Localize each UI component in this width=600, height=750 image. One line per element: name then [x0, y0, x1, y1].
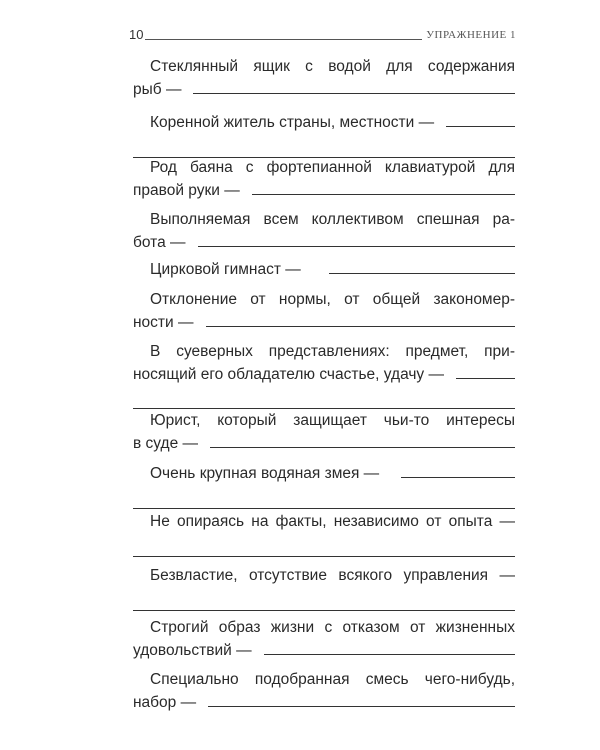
item-text: Специально подобранная смесь чего-нибудь, — [150, 671, 515, 688]
answer-line[interactable] — [198, 232, 515, 247]
section-title: УПРАЖНЕНИЕ 1 — [426, 29, 516, 41]
item-text: Очень крупная водяная змея — — [150, 465, 380, 482]
answer-line[interactable] — [206, 312, 516, 327]
item-text: В суеверных представлениях: предмет, при- — [150, 343, 515, 360]
exercise-item — [133, 157, 515, 202]
answer-line[interactable] — [329, 259, 515, 274]
answer-line[interactable] — [446, 112, 515, 127]
exercise-item — [133, 410, 515, 455]
exercise-item — [133, 289, 515, 334]
exercise-item — [133, 565, 515, 611]
exercise-item — [133, 463, 515, 509]
answer-line[interactable] — [133, 386, 515, 409]
item-text: удовольствий — — [133, 641, 252, 659]
exercise-item — [133, 209, 515, 254]
running-header — [129, 26, 516, 42]
item-text: в суде — — [133, 434, 198, 452]
answer-line[interactable] — [401, 463, 515, 478]
exercise-item — [133, 56, 515, 101]
answer-line[interactable] — [208, 692, 515, 707]
answer-line[interactable] — [193, 79, 515, 94]
answer-line[interactable] — [133, 534, 515, 557]
item-text: Коренной житель страны, местности — — [150, 114, 435, 131]
exercise-item — [133, 341, 515, 409]
answer-line[interactable] — [456, 364, 515, 379]
answer-line[interactable] — [210, 433, 515, 448]
item-text: правой руки — — [133, 181, 240, 199]
item-text: Выполняемая всем коллективом спешная ра- — [150, 211, 515, 228]
item-text: Род баяна с фортепианной клавиатурой для — [150, 159, 515, 176]
item-text: набор — — [133, 693, 197, 711]
item-text: ности — — [133, 313, 194, 331]
item-text: Безвластие, отсутствие всякого управления — — [150, 567, 515, 584]
item-text: Стеклянный ящик с водой для содержания — [150, 58, 515, 75]
answer-line[interactable] — [133, 135, 515, 158]
item-text: носящий его обладателю счастье, удачу — — [133, 365, 444, 383]
exercise-item — [133, 511, 515, 557]
exercise-item — [133, 112, 515, 158]
answer-line[interactable] — [252, 180, 515, 195]
answer-line[interactable] — [133, 486, 515, 509]
item-text: Цирковой гимнаст — — [150, 261, 301, 278]
item-text: Юрист, который защищает чьи-то интересы — [150, 412, 515, 429]
page-number: 10 — [129, 27, 144, 42]
answer-line[interactable] — [264, 640, 515, 655]
exercise-item — [133, 617, 515, 662]
exercise-item — [133, 669, 515, 714]
item-text: Не опираясь на факты, независимо от опыта — — [150, 513, 515, 530]
answer-line[interactable] — [133, 588, 515, 611]
exercise-item — [133, 259, 515, 282]
item-text: Отклонение от нормы, от общей закономер- — [150, 291, 515, 308]
item-text: бота — — [133, 233, 186, 251]
header-rule — [145, 39, 422, 40]
item-text: рыб — — [133, 80, 182, 98]
item-text: Строгий образ жизни с отказом от жизненных — [150, 619, 515, 636]
